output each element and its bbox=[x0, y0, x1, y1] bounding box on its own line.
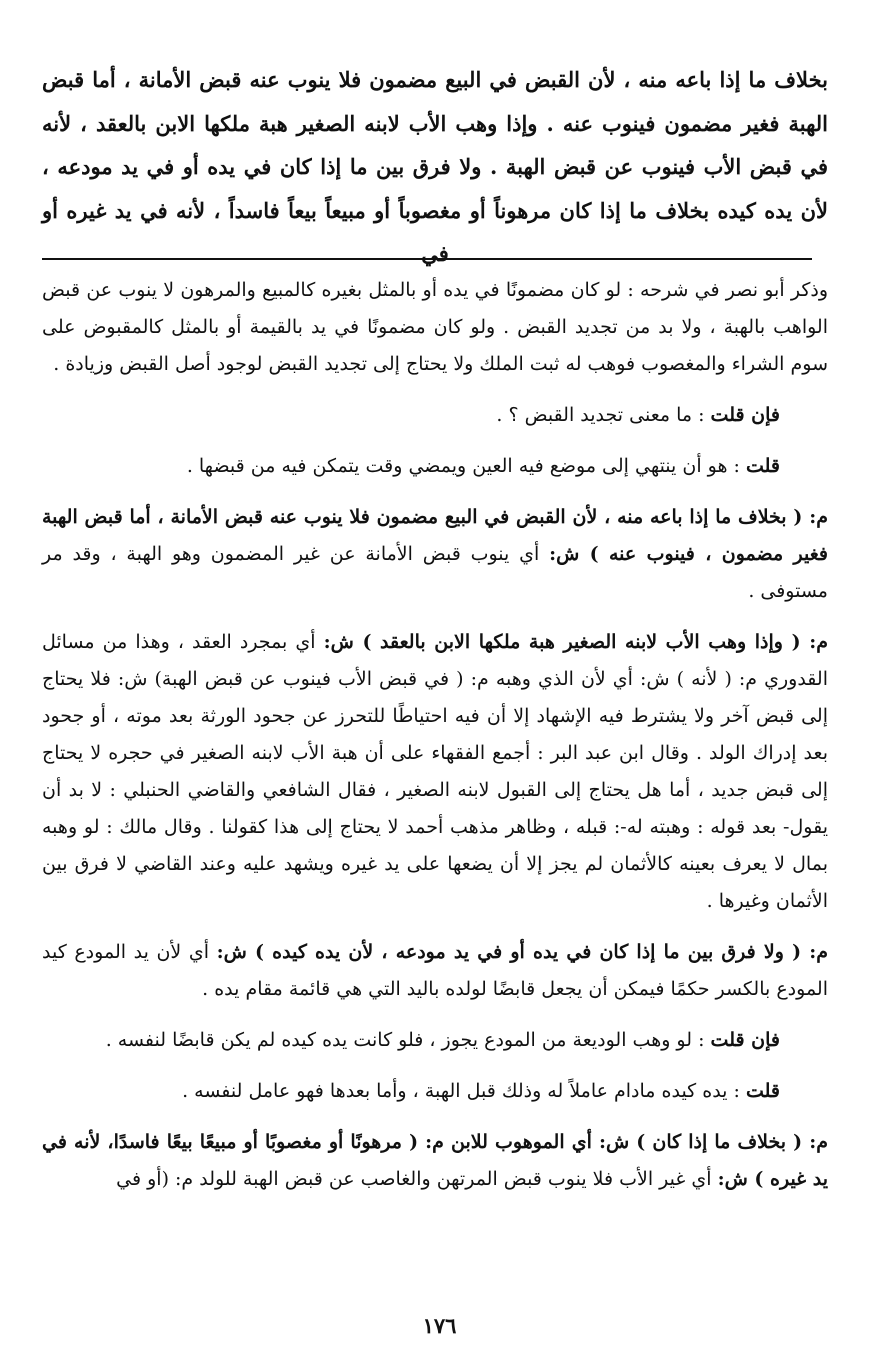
footnote-separator bbox=[42, 258, 812, 260]
commentary-paragraph bbox=[42, 624, 828, 920]
answer-label: قلت bbox=[745, 455, 780, 477]
commentary-text: أي لأن يد المودع كيد المودع بالكسر حكمًا فيمكن أن يجعل قابضًا لولده باليد التي هي قائمة مقام يده . bbox=[42, 941, 828, 1000]
commentary-paragraph bbox=[42, 1022, 828, 1059]
commentary-text: أي ينوب قبض الأمانة عن غير المضمون وهو الهبة ، وقد مر مستوفى . bbox=[42, 543, 828, 602]
page-number: ١٧٦ bbox=[422, 1313, 457, 1338]
commentary-block bbox=[42, 272, 828, 1198]
commentary-paragraph bbox=[42, 1124, 828, 1198]
commentary-text: : لو وهب الوديعة من المودع يجوز ، فلو كانت يده كيده لم يكن قابضًا لنفسه . bbox=[105, 1029, 705, 1051]
commentary-paragraph bbox=[42, 397, 828, 434]
commentary-text: : هو أن ينتهي إلى موضع فيه العين ويمضي وقت يتمكن فيه من قبضها . bbox=[186, 455, 740, 477]
main-text-block: بخلاف ما إذا باعه منه ، لأن القبض في البيع مضمون فلا ينوب عنه قبض الأمانة ، أما قبض الهبة فغير مضمون فينوب عنه . وإذا وهب الأب لابنه الصغير هبة ملكها الابن بالعقد ، لأنه في قبض الأب فينوب عن قبض الهبة . ولا فرق بين ما إذا كان في يده أو في يد مودعه ، لأن يده كيده بخلاف ما إذا كان مرهوناً أو مغصوباً أو مبيعاً بيعاً فاسداً ، لأنه في يد غيره أو في bbox=[42, 67, 828, 266]
question-label: فإن قلت bbox=[710, 404, 780, 426]
commentary-paragraph bbox=[42, 272, 828, 383]
commentary-paragraph bbox=[42, 499, 828, 610]
commentary-paragraph bbox=[42, 1073, 828, 1110]
quoted-matn: م: ( بخلاف ما إذا باعه منه ، لأن القبض في البيع مضمون فلا ينوب عنه قبض الأمانة ، أما قبض الهبة فغير مضمون ، فينوب عنه ) ش: bbox=[42, 506, 828, 565]
quoted-matn: م: ( وإذا وهب الأب لابنه الصغير هبة ملكها الابن بالعقد ) ش: bbox=[323, 631, 828, 653]
commentary-text: أي غير الأب فلا ينوب قبض المرتهن والغاصب عن قبض الهبة للولد م: (أو في bbox=[116, 1168, 712, 1190]
answer-label: قلت bbox=[745, 1080, 780, 1102]
quoted-matn: م: ( بخلاف ما إذا كان ) ش: أي الموهوب للابن م: ( مرهونًا أو مغصوبًا أو مبيعًا بيعًا فاسدًا، لأنه في يد غيره ) ش: bbox=[42, 1131, 828, 1190]
commentary-text: : ما معنى تجديد القبض ؟ . bbox=[496, 404, 705, 426]
commentary-text: : يده كيده مادام عاملاً له وذلك قبل الهبة ، وأما بعدها فهو عامل لنفسه . bbox=[182, 1080, 740, 1102]
question-label: فإن قلت bbox=[710, 1029, 780, 1051]
commentary-paragraph bbox=[42, 448, 828, 485]
commentary-text: وذكر أبو نصر في شرحه : لو كان مضمونًا في يده أو بالمثل بغيره كالمبيع والمرهون لا ينوب عن قبض الواهب بالهبة ، ولا بد من تجديد القبض . ولو كان مضمونًا في يد بالقيمة أو بالمثل كالمقبوض على سوم الشراء والمغصوب فوهب له ثبت الملك ولا يحتاج إلى تجديد القبض لوجود أصل القبض وزيادة . bbox=[42, 279, 828, 375]
commentary-text: أي بمجرد العقد ، وهذا من مسائل القدوري م: ( لأنه ) ش: أي لأن الذي وهبه م: ( في قبض الأب فينوب عن قبض الهبة) ش: فلا يحتاج إلى قبض آخر ولا يشترط فيه الإشهاد إلا أن فيه احتياطًا للتحرز عن جحود الورثة بعد موته ، أو جحود بعد إدراك الولد . وقال ابن عبد البر : أجمع الفقهاء على أن هبة الأب لابنه الصغير في حجره لا يحتاج إلى قبض جديد ، أما هل يحتاج إلى القبول لابنه الصغير ، فقال الشافعي والقاضي الحنبلي : لا بد أن يقول- بعد قوله : وهبته له-: قبله ، وظاهر مذهب أحمد لا يحتاج إلى هذا كقولنا . وقال مالك : لو وهبه بمال لا يعرف بعينه كالأثمان لم يجز إلا أن يضعها على يد غيره ويشهد عليه وعند القاضي لا فرق بين الأثمان وغيرها . bbox=[42, 631, 828, 912]
quoted-matn: م: ( ولا فرق بين ما إذا كان في يده أو في يد مودعه ، لأن يده كيده ) ش: bbox=[216, 941, 829, 963]
commentary-paragraph bbox=[42, 934, 828, 1008]
